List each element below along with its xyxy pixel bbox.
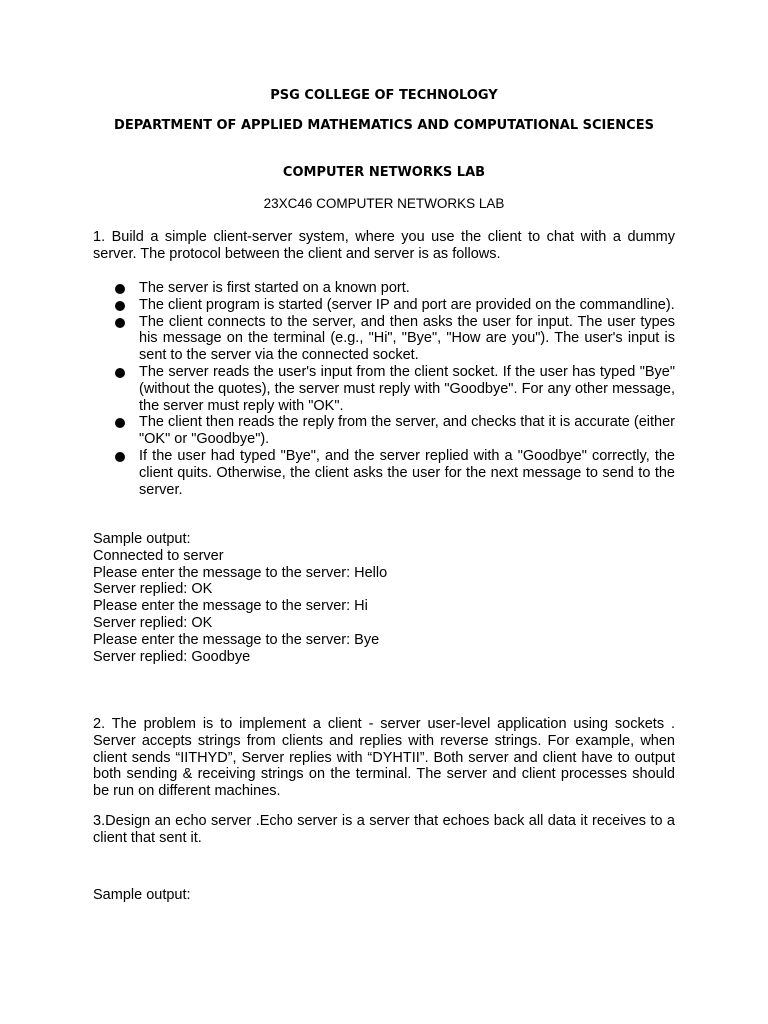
protocol-list — [93, 280, 675, 498]
bullet-icon — [115, 368, 125, 378]
bullet-icon — [115, 301, 125, 311]
problem-2-text: 2. The problem is to implement a client - server user-level application using sockets . Server accepts strings from clients and replies with reverse strings. For example, when client sends “IITHYD”, Server replies with “DYHTII”. Both server and client have to output both sending & receiving strings on the terminal. The server and client processes should be run on different machines. — [93, 716, 675, 800]
sample-line: Please enter the message to the server: Hello — [93, 564, 388, 581]
list-item: The server reads the user's input from the client socket. If the user has typed "Bye" (without the quotes), the server must reply with "Goodbye". For any other message, the server must reply with "OK". — [93, 364, 675, 414]
sample-line: Server replied: OK — [93, 614, 213, 631]
bullet-icon — [115, 284, 125, 294]
sample-heading: Sample output: — [93, 887, 191, 903]
bullet-icon — [115, 452, 125, 462]
sample-line: Please enter the message to the server: Bye — [93, 631, 380, 648]
sample-output-1 — [93, 531, 675, 665]
bullet-icon — [115, 318, 125, 328]
list-item: The client connects to the server, and then asks the user for input. The user types his message on the terminal (e.g., "Hi", "Bye", "How are you"). The user's input is sent to the server via the connected socket. — [93, 314, 675, 364]
bullet-icon — [115, 418, 125, 428]
list-item: The client then reads the reply from the server, and checks that it is accurate (either "OK" or "Goodbye"). — [93, 414, 675, 448]
college-title: PSG COLLEGE OF TECHNOLOGY — [270, 88, 498, 103]
course-code: 23XC46 COMPUTER NETWORKS LAB — [263, 196, 505, 211]
sample-output-3 — [93, 887, 675, 904]
list-item: If the user had typed "Bye", and the server replied with a "Goodbye" correctly, the client quits. Otherwise, the client asks the user for the next message to send to the server. — [93, 448, 675, 498]
sample-line: Server replied: OK — [93, 581, 213, 598]
lab-title: COMPUTER NETWORKS LAB — [282, 165, 486, 180]
sample-line: Connected to server — [93, 547, 224, 564]
list-item: The client program is started (server IP and port are provided on the commandline). — [93, 297, 675, 314]
department-title: DEPARTMENT OF APPLIED MATHEMATICS AND COMPUTATIONAL SCIENCES — [114, 118, 654, 133]
list-item: The server is first started on a known port. — [93, 280, 675, 297]
sample-heading: Sample output: — [93, 531, 191, 547]
sample-line: Server replied: Goodbye — [93, 648, 251, 665]
problem-1-intro: 1. Build a simple client-server system, where you use the client to chat with a dummy server. The protocol between the client and server is as follows. — [93, 229, 675, 262]
problem-3-text: 3.Design an echo server .Echo server is a server that echoes back all data it receives to a client that sent it. — [93, 813, 675, 846]
sample-line: Please enter the message to the server: Hi — [93, 598, 368, 615]
